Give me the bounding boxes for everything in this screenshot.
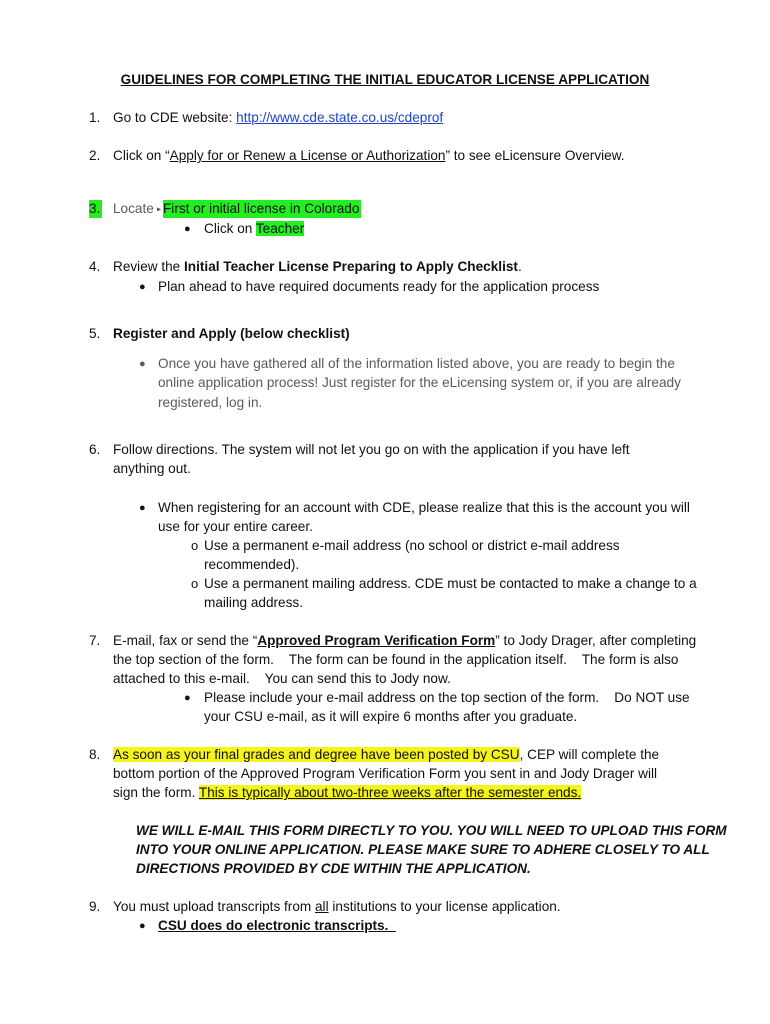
item-3-number: 3. [89, 201, 101, 216]
item-4 [113, 258, 522, 276]
apply-renew-link-text: Apply for or Renew a License or Authorization [169, 148, 446, 163]
item-4-post: . [517, 259, 522, 274]
item-7-bullet-line-1: Please include your e-mail address on the top section of the form. Do NOT use [204, 690, 690, 705]
item-8-line-1 [113, 746, 659, 764]
item-6-sub2-line-2: mailing address. [204, 595, 303, 610]
emphasis-line-1: WE WILL E-MAIL THIS FORM DIRECTLY TO YOU. YOU WILL NEED TO UPLOAD THIS FORM [136, 823, 727, 838]
item-3-locate: Locate [113, 201, 154, 216]
bullet-icon: ● [139, 920, 146, 932]
item-6-sub1-line-1: Use a permanent e-mail address (no school or district e-mail address [204, 538, 620, 553]
item-6-line-1: Follow directions. The system will not let you go on with the application if you have left [113, 442, 630, 457]
item-7-line-3: attached to this e-mail. You can send this to Jody now. [113, 671, 451, 686]
item-6-line-2: anything out. [113, 461, 191, 476]
item-7-number: 7. [89, 633, 101, 648]
arrow-glyph: ▸ [157, 204, 162, 214]
grades-posted-highlight: As soon as your final grades and degree have been posted by CSU [113, 747, 520, 762]
page-title: GUIDELINES FOR COMPLETING THE INITIAL EDUCATOR LICENSE APPLICATION [120, 72, 650, 87]
item-1 [113, 109, 443, 127]
bullet-icon: ● [139, 281, 146, 293]
item-8-number: 8. [89, 747, 101, 762]
item-9-bullet: CSU does do electronic transcripts. [158, 918, 396, 933]
item-2-pre: Click on “ [113, 148, 170, 163]
item-7-post: ” to Jody Drager, after completing [495, 633, 697, 648]
item-5-bullet-line-3: registered, log in. [158, 395, 263, 410]
item-3-bullet [204, 220, 304, 238]
bullet-icon: ● [139, 358, 146, 370]
item-2-number: 2. [89, 148, 101, 163]
item-8-line-3 [113, 784, 581, 802]
item-7-bullet-line-2: your CSU e-mail, as it will expire 6 months after you graduate. [204, 709, 578, 724]
item-9-post: institutions to your license application. [328, 899, 561, 914]
item-6-sub1-line-2: recommended). [204, 557, 300, 572]
item-9-line [113, 898, 561, 916]
item-2 [113, 147, 625, 165]
first-license-highlight: First or initial license in Colorado [163, 201, 360, 216]
item-6-number: 6. [89, 442, 101, 457]
item-3-arrow-icon [157, 200, 161, 218]
item-5-heading: Register and Apply (below checklist) [113, 326, 350, 341]
verification-form-name: Approved Program Verification Form [257, 633, 496, 648]
item-8-line-3-pre: sign the form. [113, 785, 199, 800]
emphasis-line-2: INTO YOUR ONLINE APPLICATION. PLEASE MAKE SURE TO ADHERE CLOSELY TO ALL [136, 842, 710, 857]
item-7-line-2: the top section of the form. The form can be found in the application itself. The form is also [113, 652, 679, 667]
item-6-bullet-line-2: use for your entire career. [158, 519, 313, 534]
emphasis-line-3: DIRECTIONS PROVIDED BY CDE WITHIN THE APPLICATION. [136, 861, 531, 876]
item-7-line-1 [113, 632, 696, 650]
checklist-title: Initial Teacher License Preparing to Apply Checklist [184, 259, 518, 274]
item-5-bullet-line-1: Once you have gathered all of the information listed above, you are ready to begin the [158, 356, 675, 371]
circle-bullet-icon: o [191, 576, 199, 591]
item-7-pre: E-mail, fax or send the “ [113, 633, 258, 648]
cde-website-link[interactable]: http://www.cde.state.co.us/cdeprof [236, 110, 444, 125]
item-4-number: 4. [89, 259, 101, 274]
item-1-text: Go to CDE website: [113, 110, 237, 125]
teacher-highlight: Teacher [255, 221, 305, 236]
item-6-sub2-line-1: Use a permanent mailing address. CDE must be contacted to make a change to a [204, 576, 697, 591]
circle-bullet-icon: o [191, 538, 199, 553]
bullet-icon: ● [184, 692, 191, 704]
item-6-bullet-line-1: When registering for an account with CDE, please realize that this is the account you will [158, 500, 690, 515]
item-8-line-2: bottom portion of the Approved Program Verification Form you sent in and Jody Drager will [113, 766, 658, 781]
bullet-icon: ● [184, 223, 191, 235]
item-4-bullet: Plan ahead to have required documents ready for the application process [158, 279, 600, 294]
item-1-number: 1. [89, 110, 101, 125]
item-8-post: , CEP will complete the [519, 747, 660, 762]
item-2-post: ” to see eLicensure Overview. [445, 148, 625, 163]
bullet-icon: ● [139, 502, 146, 514]
item-9-number: 9. [89, 899, 101, 914]
item-4-pre: Review the [113, 259, 185, 274]
item-5-bullet-line-2: online application process! Just register for the eLicensing system or, if you are already [158, 375, 681, 390]
item-9-pre: You must upload transcripts from [113, 899, 315, 914]
timing-highlight: This is typically about two-three weeks after the semester ends. [198, 785, 582, 800]
item-5-number: 5. [89, 326, 101, 341]
all-underlined: all [315, 899, 329, 914]
item-3-bullet-pre: Click on [204, 221, 256, 236]
